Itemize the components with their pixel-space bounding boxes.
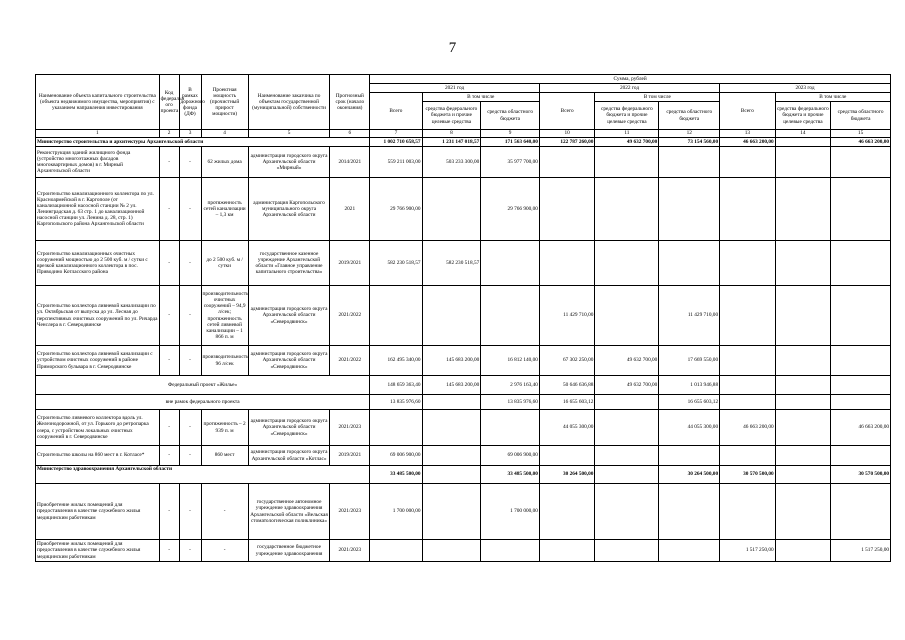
term: 2021/2023 — [330, 540, 370, 562]
value-cell — [595, 446, 659, 466]
value-cell — [539, 446, 595, 466]
value-cell — [720, 446, 776, 466]
header-capacity: Проектная мощность (прочистный прирост мощности) — [201, 75, 248, 130]
value-cell — [481, 540, 540, 562]
table-row — [36, 484, 891, 540]
col-number: 12 — [659, 130, 720, 138]
value-cell: 30 570 500,00 — [831, 466, 891, 484]
value-cell — [775, 410, 831, 446]
col-number: 11 — [595, 130, 659, 138]
value-cell — [659, 446, 720, 466]
value-cell — [775, 346, 831, 376]
capacity: - — [201, 484, 248, 540]
road-fund: - — [179, 286, 201, 346]
project-code: - — [159, 346, 179, 376]
col-number: 14 — [775, 130, 831, 138]
value-cell — [775, 466, 831, 484]
road-fund: - — [179, 346, 201, 376]
table-row — [36, 178, 891, 241]
term: 2021/2022 — [330, 286, 370, 346]
value-cell — [422, 446, 481, 466]
value-cell — [539, 540, 595, 562]
value-cell — [720, 241, 776, 286]
project-code: - — [159, 484, 179, 540]
value-cell — [422, 178, 481, 241]
value-cell — [831, 178, 891, 241]
object-name: Строительство ливневого коллектора вдоль ул. Железнодорожной, от ул. Горького до ретропарка озера, с устройством локальных очистных сооружений в г. Северодвинске — [36, 410, 160, 446]
value-cell: 73 154 560,00 — [659, 138, 720, 147]
customer: администрация Каргопольского муниципального округа Архангельской области — [248, 178, 330, 241]
value-cell: 69 006 900,00 — [370, 446, 422, 466]
table-row — [36, 446, 891, 466]
value-cell: 49 632 700,00 — [595, 376, 659, 395]
value-cell: 16 655 603,12 — [539, 395, 595, 410]
col-number: 13 — [720, 130, 776, 138]
header-total: Всего — [370, 93, 422, 130]
header-including: В том числе — [422, 93, 539, 102]
col-number: 5 — [248, 130, 330, 138]
value-cell — [775, 286, 831, 346]
object-name: Приобретение жилых помещений для предоставления в качестве служебного жилья медицинским работникам — [36, 484, 160, 540]
project-code: - — [159, 446, 179, 466]
value-cell — [720, 346, 776, 376]
value-cell — [831, 346, 891, 376]
header-regional: средства областного бюджета — [831, 102, 891, 130]
value-cell — [831, 286, 891, 346]
value-cell — [831, 376, 891, 395]
value-cell — [595, 484, 659, 540]
value-cell — [659, 147, 720, 178]
value-cell — [831, 395, 891, 410]
value-cell: 46 663 200,00 — [831, 410, 891, 446]
header-year-2023: 2023 год — [720, 84, 891, 93]
value-cell: 33 485 500,00 — [370, 466, 422, 484]
value-cell — [659, 484, 720, 540]
value-cell — [659, 241, 720, 286]
capacity: производительность 96 л/сек — [201, 346, 248, 376]
term: 2021/2022 — [330, 346, 370, 376]
project-code: - — [159, 241, 179, 286]
col-number: 15 — [831, 130, 891, 138]
customer: администрация городского округа Архангельской области «Северодвинск» — [248, 410, 330, 446]
capacity: протяженность сетей канализации – 1,3 км — [201, 178, 248, 241]
value-cell: 49 632 700,00 — [595, 346, 659, 376]
value-cell: 1 231 147 018,57 — [422, 138, 481, 147]
term: 2014/2021 — [330, 147, 370, 178]
section-name: Министерство здравоохранения Архангельской области — [36, 466, 370, 484]
value-cell: 171 563 640,00 — [481, 138, 540, 147]
value-cell: 33 485 500,00 — [481, 466, 540, 484]
header-federal: средства федерального бюджета и прочие целевые средства — [422, 102, 481, 130]
value-cell: 30 264 500,00 — [539, 466, 595, 484]
value-cell: 1 700 000,00 — [481, 484, 540, 540]
value-cell — [775, 540, 831, 562]
value-cell: 30 264 500,00 — [659, 466, 720, 484]
value-cell — [775, 241, 831, 286]
value-cell: 1 700 000,00 — [370, 484, 422, 540]
table-row — [36, 410, 891, 446]
header-project-code: Код федеральн ого проекта — [159, 75, 179, 130]
term: 2021/2023 — [330, 484, 370, 540]
header-federal: средства федерального бюджета и прочие целевые средства — [775, 102, 831, 130]
road-fund: - — [179, 147, 201, 178]
value-cell — [720, 147, 776, 178]
value-cell — [775, 446, 831, 466]
section-row — [36, 466, 891, 484]
value-cell — [595, 178, 659, 241]
object-name: Строительство канализационного коллектора по ул. Красноармейской в г. Каргополе (от канализационной насосной станции № 2 ул. Ленинградская д. 63 стр. 1 до канализационной насосной станции ул. Ленина д. 28, стр. 1) Каргопольского района Архангельской области — [36, 178, 160, 241]
value-cell — [539, 241, 595, 286]
object-name: Строительство коллектора ливневой канализации по ул. Октябрьская от выпуска до ул. Лесная до перспективных очистных сооружений по ул. Ричарда Ченслера в г. Северодвинске — [36, 286, 160, 346]
project-code: - — [159, 147, 179, 178]
header-regional: средства областного бюджета — [481, 102, 540, 130]
section-row — [36, 138, 891, 147]
value-cell — [422, 466, 481, 484]
value-cell: 46 663 200,00 — [831, 138, 891, 147]
road-fund: - — [179, 540, 201, 562]
value-cell: 29 766 900,00 — [481, 178, 540, 241]
customer: государственное бюджетное учреждение здравоохранения — [248, 540, 330, 562]
value-cell: 46 663 200,00 — [720, 410, 776, 446]
subtotal-row — [36, 395, 891, 410]
value-cell: 582 230 518,57 — [370, 241, 422, 286]
subtotal-name: вне рамок федерального проекта — [36, 395, 370, 410]
capacity: протяженность – 2 939 п. м — [201, 410, 248, 446]
value-cell — [370, 410, 422, 446]
header-year-2021: 2021 год — [370, 84, 540, 93]
table-row — [36, 241, 891, 286]
value-cell — [422, 410, 481, 446]
value-cell — [539, 178, 595, 241]
header-sum: Сумма, рублей — [370, 75, 891, 84]
header-federal: средства федерального бюджета и прочие целевые средства — [595, 102, 659, 130]
value-cell — [720, 178, 776, 241]
header-road-fund: В рамках дорожного фонда (ДФ) — [179, 75, 201, 130]
value-cell: 46 663 200,00 — [720, 138, 776, 147]
value-cell — [831, 446, 891, 466]
project-code: - — [159, 178, 179, 241]
value-cell — [775, 138, 831, 147]
col-number: 2 — [159, 130, 179, 138]
value-cell: 44 055 300,00 — [539, 410, 595, 446]
header-object-name: Наименование объекта капитального строительства (объекта недвижимого имущества, мероприятия) с указанием направления инвестирования — [36, 75, 160, 130]
road-fund: - — [179, 178, 201, 241]
road-fund: - — [179, 241, 201, 286]
capacity: 860 мест — [201, 446, 248, 466]
value-cell: 16 812 140,00 — [481, 346, 540, 376]
value-cell — [595, 147, 659, 178]
object-name: Строительство канализационных очистных сооружений мощностью до 2 500 куб. м / сутки с врезкой канализационного коллектора в пос. Приводино Котласского района — [36, 241, 160, 286]
value-cell: 582 230 518,57 — [422, 241, 481, 286]
value-cell — [831, 147, 891, 178]
road-fund: - — [179, 484, 201, 540]
col-number: 9 — [481, 130, 540, 138]
value-cell — [775, 147, 831, 178]
value-cell — [720, 376, 776, 395]
object-name: Строительство коллектора ливневой канализации с устройством очистных сооружений в районе Приморского бульвара в г. Северодвинске — [36, 346, 160, 376]
object-name: Реконструкция зданий жилищного фонда (устройство многоэтажных фасадов многоквартирных домов) в г. Мирный Архангельской области — [36, 147, 160, 178]
value-cell — [595, 395, 659, 410]
header-total: Всего — [539, 93, 595, 130]
value-cell — [720, 484, 776, 540]
customer: администрация городского округа Архангельской области «Котлас» — [248, 446, 330, 466]
value-cell: 559 211 003,00 — [370, 147, 422, 178]
value-cell — [659, 178, 720, 241]
value-cell — [595, 410, 659, 446]
header-customer: Наименование заказчика по объектам государственной (муниципальной) собственности — [248, 75, 330, 130]
value-cell: 1 013 946,88 — [659, 376, 720, 395]
value-cell: 11 429 710,00 — [539, 286, 595, 346]
value-cell — [831, 484, 891, 540]
page-number: 7 — [448, 40, 457, 56]
value-cell: 44 055 300,00 — [659, 410, 720, 446]
project-code: - — [159, 286, 179, 346]
value-cell: 148 659 363,40 — [370, 376, 422, 395]
value-cell — [422, 286, 481, 346]
value-cell — [481, 241, 540, 286]
value-cell: 162 495 340,00 — [370, 346, 422, 376]
value-cell: 13 835 976,60 — [481, 395, 540, 410]
value-cell — [595, 286, 659, 346]
header-year-2022: 2022 год — [539, 84, 719, 93]
object-name: Приобретение жилых помещений для предоставления в качестве служебного жилья медицинским работникам — [36, 540, 160, 562]
value-cell — [659, 540, 720, 562]
customer: администрация городского округа Архангельской области «Северодвинск» — [248, 346, 330, 376]
value-cell — [720, 395, 776, 410]
value-cell: 30 570 500,00 — [720, 466, 776, 484]
value-cell: 16 655 603,12 — [659, 395, 720, 410]
value-cell: 1 517 250,00 — [831, 540, 891, 562]
value-cell — [370, 540, 422, 562]
header-regional: средства областного бюджета — [659, 102, 720, 130]
value-cell: 13 835 976,60 — [370, 395, 422, 410]
col-number: 6 — [330, 130, 370, 138]
table-row — [36, 147, 891, 178]
value-cell: 50 646 636,88 — [539, 376, 595, 395]
customer: государственное казенное учреждение Архангельской области «Главное управление капитального строительства» — [248, 241, 330, 286]
value-cell — [831, 241, 891, 286]
value-cell: 145 683 200,00 — [422, 376, 481, 395]
value-cell: 69 006 900,00 — [481, 446, 540, 466]
table-row — [36, 286, 891, 346]
capacity: 62 жилых дома — [201, 147, 248, 178]
table-row — [36, 346, 891, 376]
col-number: 1 — [36, 130, 160, 138]
value-cell: 35 977 700,00 — [481, 147, 540, 178]
section-name: Министерство строительства и архитектуры Архангельской области — [36, 138, 370, 147]
subtotal-name: Федеральный проект «Жилье» — [36, 376, 370, 395]
col-number: 3 — [179, 130, 201, 138]
term: 2021/2023 — [330, 410, 370, 446]
value-cell — [481, 410, 540, 446]
value-cell — [720, 286, 776, 346]
value-cell — [422, 484, 481, 540]
value-cell — [595, 540, 659, 562]
subtotal-row — [36, 376, 891, 395]
header-term: Прогнозный срок (начало окончания) — [330, 75, 370, 130]
road-fund: - — [179, 446, 201, 466]
term: 2021 — [330, 178, 370, 241]
capacity: - — [201, 540, 248, 562]
header-including: В том числе — [775, 93, 890, 102]
object-name: Строительство школы на 860 мест в г. Котласе* — [36, 446, 160, 466]
value-cell — [370, 286, 422, 346]
value-cell: 145 683 200,00 — [422, 346, 481, 376]
investment-table — [35, 74, 891, 562]
value-cell: 67 302 250,00 — [539, 346, 595, 376]
capacity: производительность очистных сооружений – 94,9 л/сек; протяженность сетей ливневой канализации – 1 866 п. м — [201, 286, 248, 346]
col-number: 10 — [539, 130, 595, 138]
value-cell: 11 429 710,00 — [659, 286, 720, 346]
value-cell — [775, 376, 831, 395]
value-cell — [481, 286, 540, 346]
capacity: до 2 500 куб. м / сутки — [201, 241, 248, 286]
customer: государственное автономное учреждение здравоохранения Архангельской области «Вельская стоматологическая поликлиника» — [248, 484, 330, 540]
value-cell — [595, 466, 659, 484]
value-cell: 2 976 163,40 — [481, 376, 540, 395]
value-cell: 1 517 250,00 — [720, 540, 776, 562]
value-cell: 122 787 260,00 — [539, 138, 595, 147]
col-number: 4 — [201, 130, 248, 138]
customer: администрация городского округа Архангельской области «Северодвинск» — [248, 286, 330, 346]
value-cell — [775, 395, 831, 410]
value-cell: 49 632 700,00 — [595, 138, 659, 147]
value-cell — [775, 484, 831, 540]
project-code: - — [159, 410, 179, 446]
header-including: В том числе — [595, 93, 720, 102]
column-number-row — [36, 130, 891, 138]
table-row — [36, 540, 891, 562]
value-cell: 29 766 900,00 — [370, 178, 422, 241]
value-cell: 17 669 550,00 — [659, 346, 720, 376]
value-cell — [539, 147, 595, 178]
value-cell: 1 002 710 658,57 — [370, 138, 422, 147]
col-number: 8 — [422, 130, 481, 138]
term: 2019/2021 — [330, 446, 370, 466]
term: 2019/2021 — [330, 241, 370, 286]
customer: администрация городского округа Архангельской области «Мирный» — [248, 147, 330, 178]
header-total: Всего — [720, 93, 776, 130]
road-fund: - — [179, 410, 201, 446]
value-cell: 503 233 300,00 — [422, 147, 481, 178]
value-cell — [595, 241, 659, 286]
value-cell — [422, 540, 481, 562]
project-code: - — [159, 540, 179, 562]
value-cell — [422, 395, 481, 410]
col-number: 7 — [370, 130, 422, 138]
value-cell — [539, 484, 595, 540]
value-cell — [775, 178, 831, 241]
